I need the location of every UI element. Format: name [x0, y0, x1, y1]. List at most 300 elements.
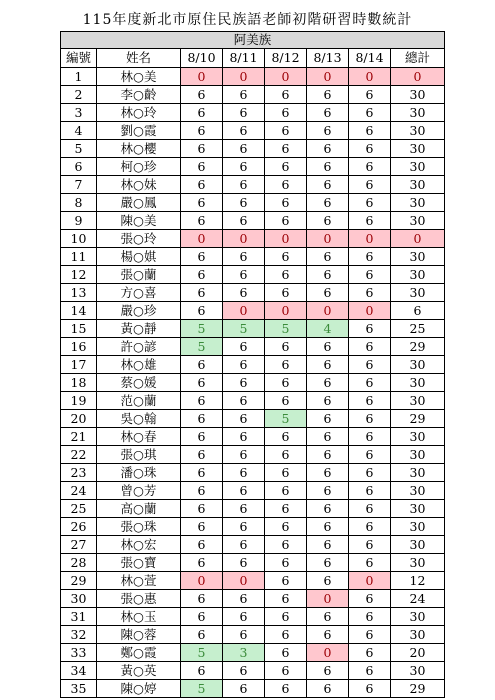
hours-cell: 6 [265, 482, 307, 500]
hours-cell: 6 [307, 428, 349, 446]
row-total: 30 [391, 86, 445, 104]
table-row [61, 608, 445, 626]
hours-cell: 6 [223, 410, 265, 428]
tribe-name: 阿美族 [61, 32, 445, 49]
table-row [61, 518, 445, 536]
row-total: 30 [391, 608, 445, 626]
row-id: 8 [61, 194, 97, 212]
hours-cell: 6 [265, 554, 307, 572]
hours-cell: 0 [265, 68, 307, 86]
hours-cell: 6 [265, 158, 307, 176]
hours-cell: 6 [265, 536, 307, 554]
table-row [61, 284, 445, 302]
hours-cell: 6 [307, 608, 349, 626]
hours-cell: 5 [265, 410, 307, 428]
row-name: 黃○靜 [97, 320, 181, 338]
row-total: 30 [391, 122, 445, 140]
row-total: 30 [391, 464, 445, 482]
tribe-row [61, 32, 445, 49]
row-total: 30 [391, 212, 445, 230]
table-row [61, 212, 445, 230]
hours-cell: 6 [307, 356, 349, 374]
header-day-4: 8/13 [307, 49, 349, 68]
row-name: 嚴○珍 [97, 302, 181, 320]
hours-cell: 6 [349, 122, 391, 140]
hours-cell: 6 [265, 356, 307, 374]
hours-cell: 6 [223, 392, 265, 410]
hours-cell: 0 [307, 644, 349, 662]
hours-cell: 6 [223, 374, 265, 392]
hours-cell: 6 [349, 590, 391, 608]
hours-cell: 0 [223, 68, 265, 86]
row-name: 嚴○鳳 [97, 194, 181, 212]
hours-cell: 6 [349, 284, 391, 302]
page-title: 115年度新北市原住民族語老師初階研習時數統計 [82, 12, 413, 28]
hours-cell: 6 [265, 662, 307, 680]
row-id: 3 [61, 104, 97, 122]
hours-cell: 6 [181, 302, 223, 320]
hours-cell: 6 [307, 464, 349, 482]
hours-cell: 6 [223, 212, 265, 230]
hours-cell: 6 [181, 608, 223, 626]
hours-cell: 6 [307, 158, 349, 176]
row-id: 17 [61, 356, 97, 374]
row-name: 林○雄 [97, 356, 181, 374]
hours-cell: 6 [265, 680, 307, 698]
row-id: 14 [61, 302, 97, 320]
row-name: 蔡○媛 [97, 374, 181, 392]
hours-cell: 6 [223, 464, 265, 482]
table-row [61, 194, 445, 212]
row-id: 1 [61, 68, 97, 86]
hours-cell: 6 [307, 626, 349, 644]
row-total: 30 [391, 536, 445, 554]
row-total: 30 [391, 158, 445, 176]
hours-cell: 6 [223, 590, 265, 608]
hours-cell: 3 [223, 644, 265, 662]
hours-cell: 6 [307, 518, 349, 536]
table-row [61, 464, 445, 482]
hours-cell: 6 [349, 482, 391, 500]
hours-cell: 6 [265, 590, 307, 608]
row-id: 20 [61, 410, 97, 428]
row-name: 林○萱 [97, 572, 181, 590]
hours-cell: 6 [181, 212, 223, 230]
hours-cell: 6 [223, 662, 265, 680]
row-id: 10 [61, 230, 97, 248]
hours-cell: 0 [307, 68, 349, 86]
row-id: 27 [61, 536, 97, 554]
hours-cell: 5 [181, 680, 223, 698]
hours-cell: 6 [307, 374, 349, 392]
row-total: 6 [391, 302, 445, 320]
hours-cell: 6 [181, 374, 223, 392]
hours-cell: 6 [265, 608, 307, 626]
hours-cell: 6 [307, 248, 349, 266]
attendance-table [60, 31, 445, 698]
row-name: 高○蘭 [97, 500, 181, 518]
hours-cell: 6 [223, 104, 265, 122]
hours-cell: 6 [223, 338, 265, 356]
hours-cell: 6 [307, 554, 349, 572]
table-row [61, 428, 445, 446]
table-row [61, 590, 445, 608]
hours-cell: 6 [349, 428, 391, 446]
row-id: 4 [61, 122, 97, 140]
hours-cell: 6 [223, 500, 265, 518]
hours-cell: 6 [181, 194, 223, 212]
hours-cell: 0 [223, 302, 265, 320]
row-total: 29 [391, 338, 445, 356]
row-total: 30 [391, 374, 445, 392]
hours-cell: 6 [223, 266, 265, 284]
row-total: 30 [391, 392, 445, 410]
table-row [61, 122, 445, 140]
row-total: 0 [391, 68, 445, 86]
hours-cell: 6 [349, 500, 391, 518]
hours-cell: 6 [223, 176, 265, 194]
hours-cell: 6 [265, 266, 307, 284]
table-row [61, 338, 445, 356]
hours-cell: 0 [307, 590, 349, 608]
row-name: 林○宏 [97, 536, 181, 554]
row-total: 30 [391, 284, 445, 302]
row-name: 方○喜 [97, 284, 181, 302]
hours-cell: 6 [349, 158, 391, 176]
row-name: 吳○翰 [97, 410, 181, 428]
hours-cell: 6 [307, 104, 349, 122]
table-row [61, 410, 445, 428]
row-total: 30 [391, 482, 445, 500]
hours-cell: 0 [349, 68, 391, 86]
hours-cell: 6 [181, 536, 223, 554]
hours-cell: 5 [181, 320, 223, 338]
hours-cell: 6 [265, 572, 307, 590]
row-name: 張○蘭 [97, 266, 181, 284]
row-id: 22 [61, 446, 97, 464]
hours-cell: 0 [349, 572, 391, 590]
table-row [61, 230, 445, 248]
row-id: 25 [61, 500, 97, 518]
hours-cell: 6 [307, 140, 349, 158]
row-name: 林○玲 [97, 104, 181, 122]
hours-cell: 6 [307, 392, 349, 410]
table-row [61, 500, 445, 518]
hours-cell: 0 [307, 302, 349, 320]
hours-cell: 6 [307, 536, 349, 554]
row-name: 曾○芳 [97, 482, 181, 500]
row-name: 許○諺 [97, 338, 181, 356]
row-total: 30 [391, 662, 445, 680]
row-id: 29 [61, 572, 97, 590]
table-row [61, 662, 445, 680]
row-id: 16 [61, 338, 97, 356]
hours-cell: 6 [307, 572, 349, 590]
hours-cell: 6 [349, 212, 391, 230]
hours-cell: 6 [265, 248, 307, 266]
hours-cell: 6 [307, 266, 349, 284]
table-row [61, 356, 445, 374]
hours-cell: 6 [181, 176, 223, 194]
hours-cell: 0 [265, 230, 307, 248]
hours-cell: 6 [181, 158, 223, 176]
header-day-1: 8/10 [181, 49, 223, 68]
hours-cell: 6 [181, 590, 223, 608]
hours-cell: 6 [265, 446, 307, 464]
hours-cell: 6 [307, 338, 349, 356]
hours-cell: 6 [349, 410, 391, 428]
row-name: 柯○珍 [97, 158, 181, 176]
row-name: 劉○霞 [97, 122, 181, 140]
hours-cell: 6 [223, 86, 265, 104]
hours-cell: 6 [349, 518, 391, 536]
row-name: 陳○美 [97, 212, 181, 230]
hours-cell: 6 [223, 122, 265, 140]
header-day-5: 8/14 [349, 49, 391, 68]
row-name: 潘○珠 [97, 464, 181, 482]
hours-cell: 6 [265, 194, 307, 212]
hours-cell: 6 [349, 356, 391, 374]
hours-cell: 6 [181, 140, 223, 158]
row-id: 18 [61, 374, 97, 392]
hours-cell: 6 [265, 392, 307, 410]
hours-cell: 6 [223, 554, 265, 572]
row-total: 0 [391, 230, 445, 248]
row-total: 30 [391, 518, 445, 536]
hours-cell: 6 [223, 680, 265, 698]
hours-cell: 6 [307, 212, 349, 230]
row-total: 30 [391, 500, 445, 518]
hours-cell: 6 [349, 464, 391, 482]
row-id: 7 [61, 176, 97, 194]
row-name: 張○惠 [97, 590, 181, 608]
hours-cell: 6 [181, 266, 223, 284]
hours-cell: 6 [307, 194, 349, 212]
table-row [61, 374, 445, 392]
hours-cell: 6 [181, 446, 223, 464]
table-row [61, 302, 445, 320]
hours-cell: 5 [181, 338, 223, 356]
hours-cell: 6 [349, 194, 391, 212]
table-row [61, 536, 445, 554]
row-total: 30 [391, 428, 445, 446]
hours-cell: 6 [349, 680, 391, 698]
hours-cell: 6 [181, 284, 223, 302]
row-id: 34 [61, 662, 97, 680]
hours-cell: 6 [265, 338, 307, 356]
row-id: 21 [61, 428, 97, 446]
row-name: 張○寶 [97, 554, 181, 572]
hours-cell: 6 [349, 626, 391, 644]
row-name: 楊○娸 [97, 248, 181, 266]
hours-cell: 6 [265, 140, 307, 158]
hours-cell: 6 [181, 554, 223, 572]
row-id: 23 [61, 464, 97, 482]
table-row [61, 626, 445, 644]
hours-cell: 6 [223, 518, 265, 536]
hours-cell: 6 [223, 140, 265, 158]
hours-cell: 6 [349, 248, 391, 266]
table-row [61, 104, 445, 122]
row-total: 30 [391, 104, 445, 122]
hours-cell: 0 [223, 572, 265, 590]
row-id: 19 [61, 392, 97, 410]
row-id: 9 [61, 212, 97, 230]
hours-cell: 5 [265, 320, 307, 338]
row-name: 范○蘭 [97, 392, 181, 410]
hours-cell: 6 [349, 644, 391, 662]
table-row [61, 68, 445, 86]
hours-cell: 6 [349, 536, 391, 554]
hours-cell: 6 [223, 482, 265, 500]
table-row [61, 680, 445, 698]
row-total: 30 [391, 176, 445, 194]
hours-cell: 5 [181, 644, 223, 662]
hours-cell: 6 [349, 104, 391, 122]
header-day-3: 8/12 [265, 49, 307, 68]
row-id: 28 [61, 554, 97, 572]
hours-cell: 6 [307, 122, 349, 140]
row-id: 15 [61, 320, 97, 338]
hours-cell: 6 [181, 464, 223, 482]
row-id: 30 [61, 590, 97, 608]
row-id: 6 [61, 158, 97, 176]
row-id: 32 [61, 626, 97, 644]
hours-cell: 6 [349, 86, 391, 104]
table-row [61, 392, 445, 410]
row-id: 13 [61, 284, 97, 302]
hours-cell: 6 [265, 464, 307, 482]
row-id: 12 [61, 266, 97, 284]
hours-cell: 6 [307, 176, 349, 194]
table-row [61, 176, 445, 194]
hours-cell: 6 [181, 626, 223, 644]
hours-cell: 6 [307, 680, 349, 698]
hours-cell: 6 [223, 536, 265, 554]
row-name: 林○美 [97, 68, 181, 86]
hours-cell: 6 [265, 212, 307, 230]
row-name: 鄭○霞 [97, 644, 181, 662]
table-row [61, 266, 445, 284]
hours-cell: 6 [349, 392, 391, 410]
hours-cell: 6 [307, 410, 349, 428]
row-name: 林○櫻 [97, 140, 181, 158]
hours-cell: 6 [223, 284, 265, 302]
table-row [61, 482, 445, 500]
hours-cell: 6 [223, 356, 265, 374]
hours-cell: 6 [181, 122, 223, 140]
row-total: 30 [391, 446, 445, 464]
hours-cell: 6 [181, 248, 223, 266]
hours-cell: 6 [265, 104, 307, 122]
hours-cell: 6 [181, 428, 223, 446]
table-row [61, 248, 445, 266]
row-total: 30 [391, 266, 445, 284]
hours-cell: 6 [265, 374, 307, 392]
hours-cell: 6 [181, 104, 223, 122]
hours-cell: 6 [307, 662, 349, 680]
hours-cell: 6 [223, 158, 265, 176]
row-name: 陳○蓉 [97, 626, 181, 644]
row-id: 33 [61, 644, 97, 662]
hours-cell: 6 [349, 374, 391, 392]
hours-cell: 6 [349, 140, 391, 158]
row-id: 5 [61, 140, 97, 158]
hours-cell: 6 [349, 338, 391, 356]
table-row [61, 140, 445, 158]
hours-cell: 6 [307, 86, 349, 104]
table-row [61, 320, 445, 338]
row-id: 26 [61, 518, 97, 536]
row-total: 30 [391, 140, 445, 158]
row-total: 12 [391, 572, 445, 590]
table-row [61, 554, 445, 572]
hours-cell: 6 [223, 446, 265, 464]
hours-cell: 0 [181, 572, 223, 590]
row-id: 2 [61, 86, 97, 104]
hours-cell: 6 [223, 428, 265, 446]
table-row [61, 158, 445, 176]
row-total: 24 [391, 590, 445, 608]
header-day-2: 8/11 [223, 49, 265, 68]
table-row [61, 446, 445, 464]
hours-cell: 6 [307, 284, 349, 302]
row-total: 25 [391, 320, 445, 338]
row-total: 30 [391, 356, 445, 374]
row-id: 35 [61, 680, 97, 698]
hours-cell: 6 [265, 500, 307, 518]
hours-cell: 0 [349, 230, 391, 248]
hours-cell: 0 [181, 68, 223, 86]
hours-cell: 6 [265, 86, 307, 104]
row-total: 20 [391, 644, 445, 662]
hours-cell: 6 [349, 608, 391, 626]
row-name: 林○春 [97, 428, 181, 446]
hours-cell: 6 [181, 86, 223, 104]
hours-cell: 6 [349, 266, 391, 284]
hours-cell: 6 [349, 662, 391, 680]
row-name: 張○玲 [97, 230, 181, 248]
hours-cell: 0 [349, 302, 391, 320]
row-total: 30 [391, 194, 445, 212]
hours-cell: 6 [349, 320, 391, 338]
hours-cell: 6 [349, 554, 391, 572]
hours-cell: 6 [265, 284, 307, 302]
hours-cell: 6 [181, 356, 223, 374]
row-name: 張○琪 [97, 446, 181, 464]
row-id: 11 [61, 248, 97, 266]
header-total: 總計 [391, 49, 445, 68]
row-total: 29 [391, 410, 445, 428]
hours-cell: 6 [223, 626, 265, 644]
hours-cell: 6 [223, 194, 265, 212]
hours-cell: 6 [265, 428, 307, 446]
row-total: 29 [391, 680, 445, 698]
row-name: 林○妹 [97, 176, 181, 194]
header-row [61, 49, 445, 68]
hours-cell: 5 [223, 320, 265, 338]
hours-cell: 6 [181, 518, 223, 536]
hours-cell: 6 [223, 248, 265, 266]
hours-cell: 6 [307, 500, 349, 518]
row-name: 黃○英 [97, 662, 181, 680]
hours-cell: 6 [307, 446, 349, 464]
hours-cell: 4 [307, 320, 349, 338]
row-total: 30 [391, 554, 445, 572]
hours-cell: 6 [181, 392, 223, 410]
table-row [61, 644, 445, 662]
row-total: 30 [391, 626, 445, 644]
